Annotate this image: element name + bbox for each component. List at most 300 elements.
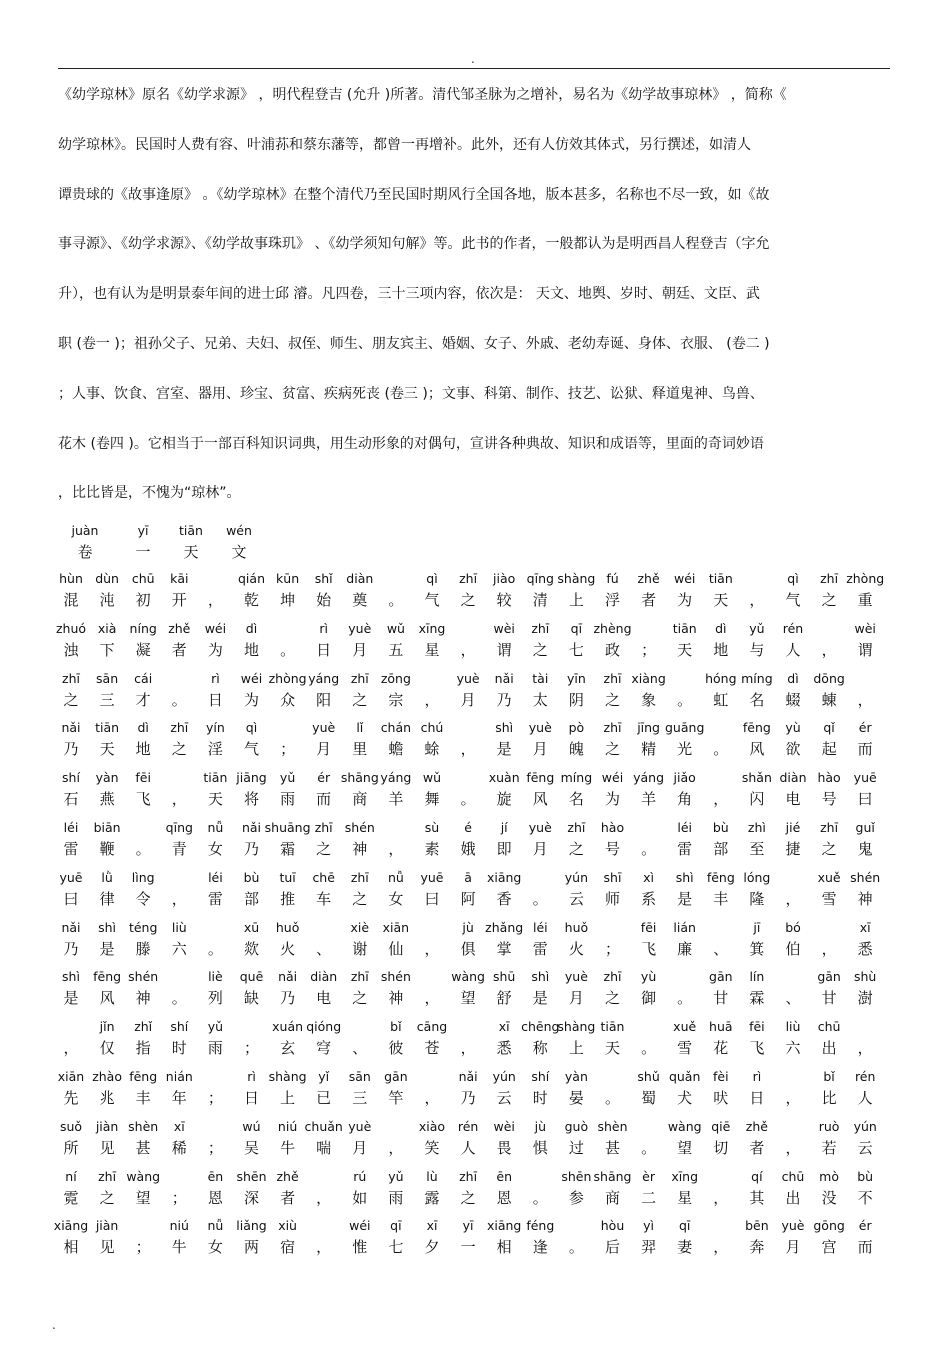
pinyin: nǎi xyxy=(494,670,514,686)
hanzi: 月 xyxy=(532,740,548,759)
hanzi: 上 xyxy=(568,1039,584,1058)
hanzi: 七 xyxy=(388,1238,404,1257)
pinyin: wèi xyxy=(493,620,515,636)
intro-line: 职 (卷一 )；祖孙父子、兄弟、夫妇、叔侄、师生、朋友宾主、婚姻、女子、外戚、老幼寿诞、身体、衣服、 (卷二 ) xyxy=(58,335,770,352)
pinyin: lǜ xyxy=(101,869,113,885)
hanzi: 妻 xyxy=(677,1238,693,1257)
hanzi: 风 xyxy=(749,740,765,759)
char-cell xyxy=(842,1018,888,1060)
hanzi: 稀 xyxy=(171,1138,187,1157)
pinyin: nǎi xyxy=(241,819,262,835)
hanzi: 车 xyxy=(316,889,332,908)
annotated-row xyxy=(53,1217,892,1267)
hanzi: 仅 xyxy=(99,1039,115,1058)
annotated-row xyxy=(62,769,892,819)
hanzi: 、 xyxy=(352,1039,368,1058)
hanzi: ， xyxy=(388,1138,404,1157)
hanzi: 。 xyxy=(532,889,548,908)
pinyin: shàng xyxy=(557,1019,596,1035)
hanzi: 一 xyxy=(135,543,151,561)
hanzi: ， xyxy=(460,640,476,659)
hanzi: ， xyxy=(424,939,440,958)
pinyin: yáng xyxy=(633,770,665,786)
pinyin: rì xyxy=(752,1068,762,1084)
pinyin: tiān xyxy=(600,1019,625,1035)
annotated-row xyxy=(62,919,892,969)
hanzi: 卷 xyxy=(77,543,93,561)
pinyin: guǐ xyxy=(855,819,875,835)
pinyin: xuàn xyxy=(488,770,520,786)
hanzi: 蝃 xyxy=(785,690,801,709)
char-cell xyxy=(842,1068,888,1110)
pinyin: zhuó xyxy=(55,620,87,636)
pinyin: xiù xyxy=(278,1218,297,1234)
hanzi: 日 xyxy=(243,1088,259,1107)
pinyin: shì xyxy=(531,969,550,985)
hanzi: ， xyxy=(821,640,837,659)
hanzi: 深 xyxy=(243,1188,259,1207)
hanzi: 天 xyxy=(713,591,729,609)
hanzi: 曰 xyxy=(424,889,440,908)
hanzi: 众 xyxy=(280,690,296,709)
pinyin: léi xyxy=(677,819,692,835)
hanzi: 天 xyxy=(207,790,223,809)
hanzi: ； xyxy=(243,1039,259,1058)
hanzi: ， xyxy=(713,1188,729,1207)
pinyin: huā xyxy=(709,1019,733,1035)
pinyin: liù xyxy=(785,1019,801,1035)
hanzi: 。 xyxy=(677,690,693,709)
hanzi: 宗 xyxy=(388,690,404,709)
pinyin: léi xyxy=(63,819,79,835)
pinyin: wàng xyxy=(451,969,485,985)
hanzi: 霜 xyxy=(280,839,296,858)
pinyin: sù xyxy=(424,819,440,835)
hanzi: 令 xyxy=(135,889,151,908)
pinyin: kāi xyxy=(170,571,189,586)
hanzi: 犬 xyxy=(677,1088,693,1107)
hanzi: ， xyxy=(388,839,404,858)
pinyin: zhòng xyxy=(268,670,307,686)
pinyin: qī xyxy=(390,1218,402,1234)
pinyin: nǎi xyxy=(458,1068,478,1084)
hanzi: 地 xyxy=(713,640,729,659)
hanzi: 。 xyxy=(641,1039,657,1058)
hanzi: 。 xyxy=(641,839,657,858)
pinyin: shì xyxy=(98,919,117,935)
hanzi: 雪 xyxy=(821,889,837,908)
hanzi: 始 xyxy=(316,591,332,609)
hanzi: 下 xyxy=(99,640,115,659)
hanzi: 之 xyxy=(352,690,368,709)
intro-line: 事寻源》、《幼学求源》、《幼学故事珠玑》 、《幼学须知句解》等。此书的作者，一般都认为是明西昌人程登吉（字允 xyxy=(58,236,770,253)
hanzi: 光 xyxy=(677,740,693,759)
pinyin: jīng xyxy=(637,720,660,736)
hanzi: 月 xyxy=(568,989,584,1008)
pinyin: yīn xyxy=(566,670,586,686)
pinyin: huǒ xyxy=(275,919,300,935)
hanzi: 时 xyxy=(171,1039,187,1058)
hanzi: 乃 xyxy=(63,740,79,759)
hanzi: ， xyxy=(424,690,440,709)
pinyin: zhě xyxy=(168,620,191,636)
hanzi: 澍 xyxy=(857,989,873,1008)
pinyin: tài xyxy=(532,670,549,686)
hanzi: 吴 xyxy=(243,1138,259,1157)
hanzi: 较 xyxy=(496,591,512,609)
pinyin: zhī xyxy=(459,571,478,586)
char-cell xyxy=(842,1168,888,1210)
hanzi: 惧 xyxy=(532,1138,548,1157)
hanzi: 而 xyxy=(857,1238,873,1257)
hanzi: 师 xyxy=(604,889,620,908)
pinyin: yuè xyxy=(528,819,552,835)
hanzi: 闪 xyxy=(749,790,765,809)
pinyin: chū xyxy=(131,571,155,586)
pinyin: dōng xyxy=(813,670,845,686)
pinyin: yuē xyxy=(420,869,444,885)
hanzi: 星 xyxy=(677,1188,693,1207)
hanzi: 惟 xyxy=(352,1238,368,1257)
pinyin: xiāng xyxy=(53,1218,89,1234)
pinyin: shén xyxy=(344,819,375,835)
hanzi: 列 xyxy=(207,989,223,1008)
annotated-row xyxy=(59,1118,892,1168)
hanzi: 丰 xyxy=(135,1088,151,1107)
hanzi: 虹 xyxy=(713,690,729,709)
hanzi: 凝 xyxy=(135,640,151,659)
hanzi: 月 xyxy=(785,1238,801,1257)
pinyin: tiān xyxy=(95,720,120,736)
pinyin: ēn xyxy=(496,1168,512,1184)
hanzi: 地 xyxy=(243,640,259,659)
hanzi: 羊 xyxy=(388,790,404,809)
pinyin: ēn xyxy=(207,1168,224,1184)
pinyin: bēn xyxy=(745,1218,769,1234)
char-cell xyxy=(842,1217,888,1259)
hanzi: 伯 xyxy=(785,939,801,958)
pinyin: yuē xyxy=(853,770,877,786)
hanzi: 月 xyxy=(532,839,548,858)
pinyin: fēng xyxy=(706,869,735,885)
hanzi: 御 xyxy=(641,989,657,1008)
char-cell xyxy=(842,719,888,761)
pinyin: lín xyxy=(749,969,765,985)
hanzi: 气 xyxy=(785,591,801,609)
hanzi: 月 xyxy=(460,690,476,709)
pinyin: gān xyxy=(817,969,841,985)
hanzi: 三 xyxy=(352,1088,368,1107)
pinyin: chē xyxy=(312,869,335,885)
hanzi: 丰 xyxy=(713,889,729,908)
pinyin: zhě xyxy=(637,571,660,586)
pinyin: níng xyxy=(129,620,157,636)
pinyin: léi xyxy=(208,869,223,885)
pinyin: fēi xyxy=(640,919,657,935)
hanzi: 号 xyxy=(821,790,837,809)
hanzi: 谓 xyxy=(496,640,512,659)
hanzi: ， xyxy=(460,740,476,759)
hanzi: 火 xyxy=(568,939,584,958)
hanzi: 鬼 xyxy=(857,839,873,858)
pinyin: ér xyxy=(317,770,331,786)
hanzi: 。 xyxy=(641,1138,657,1157)
pinyin: gōng xyxy=(813,1218,845,1234)
pinyin: liǎng xyxy=(236,1218,267,1234)
pinyin: hùn xyxy=(59,571,83,586)
hanzi: 云 xyxy=(857,1138,873,1157)
hanzi: 之 xyxy=(63,690,79,709)
pinyin: nǚ xyxy=(207,819,224,835)
pinyin: guāng xyxy=(665,720,705,736)
hanzi: 重 xyxy=(857,591,873,609)
hanzi: 羊 xyxy=(641,790,657,809)
hanzi: 之 xyxy=(532,640,548,659)
pinyin: tiān xyxy=(672,620,697,636)
hanzi: 二 xyxy=(641,1188,657,1207)
hanzi: ， xyxy=(785,1138,801,1157)
pinyin: cái xyxy=(134,670,153,686)
pinyin: qióng xyxy=(306,1019,342,1035)
intro-paragraph xyxy=(58,85,890,533)
hanzi: 精 xyxy=(641,740,657,759)
hanzi: 望 xyxy=(677,1138,693,1157)
hanzi: 吠 xyxy=(713,1088,729,1107)
hanzi: 与 xyxy=(749,640,765,659)
annotated-row xyxy=(57,1068,892,1118)
pinyin: qián xyxy=(238,571,265,586)
hanzi: 乃 xyxy=(243,839,259,858)
pinyin: sān xyxy=(348,1068,371,1084)
hanzi: 曰 xyxy=(857,790,873,809)
pinyin: xuě xyxy=(817,869,841,885)
title-char xyxy=(209,522,269,564)
hanzi: 相 xyxy=(63,1238,79,1257)
pinyin: xuán xyxy=(272,1019,304,1035)
pinyin: liù xyxy=(171,919,187,935)
annotated-text xyxy=(53,522,892,1267)
pinyin: shāng xyxy=(593,1168,632,1184)
pinyin: zhī xyxy=(603,720,622,736)
hanzi: 。 xyxy=(280,640,296,659)
hanzi: 天 xyxy=(604,1039,620,1058)
pinyin: chuǎn xyxy=(304,1118,343,1134)
hanzi: 若 xyxy=(821,1138,837,1157)
hanzi: 沌 xyxy=(99,591,115,609)
hanzi: 宫 xyxy=(821,1238,837,1257)
hanzi: 而 xyxy=(857,740,873,759)
hanzi: 飞 xyxy=(749,1039,765,1058)
pinyin: chū xyxy=(817,1019,841,1035)
hanzi: 名 xyxy=(568,790,584,809)
pinyin: shǐ xyxy=(314,571,333,586)
pinyin: jié xyxy=(785,819,801,835)
hanzi: 。 xyxy=(171,690,187,709)
hanzi: 天 xyxy=(677,640,693,659)
hanzi: 奔 xyxy=(749,1238,765,1257)
hanzi: 恩 xyxy=(496,1188,512,1207)
pinyin: zhì xyxy=(747,819,766,835)
pinyin: zhě xyxy=(276,1168,299,1184)
intro-line: ，比比皆是，不愧为“琼林”。 xyxy=(58,485,241,502)
hanzi: 俱 xyxy=(460,939,476,958)
pinyin: wéi xyxy=(349,1218,371,1234)
pinyin: shuāng xyxy=(264,819,311,835)
pinyin xyxy=(842,670,888,688)
pinyin: nǎi xyxy=(61,919,81,935)
pinyin: zōng xyxy=(380,670,411,686)
hanzi: 切 xyxy=(713,1138,729,1157)
pinyin: rén xyxy=(782,620,804,636)
hanzi: 阴 xyxy=(568,690,584,709)
hanzi: 为 xyxy=(677,591,693,609)
pinyin: liè xyxy=(208,969,223,985)
hanzi: 天 xyxy=(183,543,199,561)
hanzi: ， xyxy=(316,1238,332,1257)
pinyin: shī xyxy=(603,869,622,885)
pinyin: quǎn xyxy=(668,1068,701,1084)
pinyin xyxy=(842,1018,888,1036)
hanzi: 淫 xyxy=(207,740,223,759)
pinyin: lù xyxy=(426,1168,438,1184)
hanzi: ； xyxy=(135,1238,151,1257)
pinyin: xī xyxy=(426,1218,438,1234)
pinyin: zhī xyxy=(350,670,369,686)
hanzi: 开 xyxy=(171,591,187,609)
char-cell xyxy=(842,670,888,712)
pinyin: qīng xyxy=(526,571,554,586)
pinyin: fēng xyxy=(129,1068,158,1084)
hanzi: ； xyxy=(207,1088,223,1107)
hanzi: 律 xyxy=(99,889,115,908)
hanzi: 浮 xyxy=(604,591,620,609)
pinyin: yù xyxy=(640,969,657,985)
hanzi: 、 xyxy=(785,989,801,1008)
pinyin: qì xyxy=(787,571,799,586)
pinyin: xī xyxy=(173,1118,185,1134)
pinyin: yuè xyxy=(312,720,336,736)
intro-line: 幼学琼林》。民国时人费有容、叶浦荪和蔡东藩等，都曾一再增补。此外，还有人仿效其体式，另行撰述，如清人 xyxy=(58,136,751,153)
pinyin: diàn xyxy=(310,969,338,985)
hanzi: 者 xyxy=(171,640,187,659)
pinyin: sān xyxy=(96,670,119,686)
pinyin: tiān xyxy=(708,571,733,586)
annotated-row xyxy=(59,869,892,919)
hanzi: 天 xyxy=(99,740,115,759)
char-cell xyxy=(842,919,888,961)
hanzi: ， xyxy=(821,939,837,958)
hanzi: ， xyxy=(785,889,801,908)
pinyin: zhòng xyxy=(846,571,885,586)
hanzi: 后 xyxy=(604,1238,620,1257)
pinyin: gān xyxy=(709,969,733,985)
hanzi: 雷 xyxy=(677,839,693,858)
hanzi: 。 xyxy=(568,1238,584,1257)
pinyin: yù xyxy=(785,720,801,736)
hanzi: 神 xyxy=(135,989,151,1008)
pinyin: bù xyxy=(857,1168,874,1184)
pinyin: fēi xyxy=(135,770,151,786)
pinyin: xiān xyxy=(57,1068,85,1084)
hanzi: 将 xyxy=(243,790,259,809)
hanzi: 竿 xyxy=(388,1088,404,1107)
hanzi: 号 xyxy=(604,839,620,858)
hanzi: 雨 xyxy=(388,1188,404,1207)
hanzi: 悉 xyxy=(857,939,873,958)
hanzi: 飞 xyxy=(641,939,657,958)
hanzi: 晏 xyxy=(568,1088,584,1107)
pinyin: qiē xyxy=(711,1118,731,1134)
hanzi: ， xyxy=(316,1188,332,1207)
hanzi: 、 xyxy=(713,939,729,958)
hanzi: 、 xyxy=(316,939,332,958)
hanzi: 之 xyxy=(460,1188,476,1207)
pinyin: shù xyxy=(854,969,877,985)
pinyin: wéi xyxy=(240,670,263,686)
pinyin: xiāng xyxy=(486,1218,522,1234)
pinyin: zhī xyxy=(459,1168,478,1184)
pinyin: zhī xyxy=(603,969,622,985)
pinyin: dì xyxy=(715,620,727,636)
pinyin: huǒ xyxy=(564,919,589,935)
pinyin: shàng xyxy=(268,1068,307,1084)
hanzi: 是 xyxy=(63,989,79,1008)
title-char xyxy=(55,522,115,564)
hanzi: 蝀 xyxy=(821,690,837,709)
pinyin: shū xyxy=(493,969,516,985)
pinyin: yáng xyxy=(380,770,412,786)
pinyin: dì xyxy=(245,620,258,636)
pinyin: jiǎo xyxy=(673,770,696,786)
hanzi: 云 xyxy=(568,889,584,908)
hanzi: 雷 xyxy=(207,889,223,908)
pinyin: zhī xyxy=(820,571,839,586)
hanzi: 混 xyxy=(63,591,79,609)
pinyin: shēn xyxy=(236,1168,267,1184)
pinyin: nǚ xyxy=(387,869,404,885)
pinyin: shén xyxy=(128,969,159,985)
hanzi: 牛 xyxy=(171,1238,187,1257)
hanzi: 石 xyxy=(63,790,79,809)
pinyin: xīng xyxy=(671,1168,699,1184)
pinyin: zhī xyxy=(350,869,369,885)
hanzi: 时 xyxy=(532,1088,548,1107)
hanzi: 乃 xyxy=(460,1088,476,1107)
pinyin: fèi xyxy=(713,1068,729,1084)
hanzi: 清 xyxy=(532,591,548,609)
pinyin: wàng xyxy=(667,1118,702,1134)
pinyin: shì xyxy=(675,869,694,885)
hanzi: 出 xyxy=(821,1039,837,1058)
hanzi: 旋 xyxy=(496,790,512,809)
hanzi: 七 xyxy=(568,640,584,659)
hanzi: 月 xyxy=(352,640,368,659)
hanzi: 欻 xyxy=(243,939,259,958)
pinyin: rì xyxy=(319,620,328,636)
hanzi: 神 xyxy=(388,989,404,1008)
hanzi: 神 xyxy=(857,889,873,908)
hanzi: 。 xyxy=(532,1188,548,1207)
hanzi: 是 xyxy=(677,889,693,908)
pinyin: yǔ xyxy=(749,620,765,636)
hanzi: 坤 xyxy=(280,591,296,609)
pinyin: yuè xyxy=(348,620,372,636)
hanzi: 娥 xyxy=(460,839,476,858)
hanzi: 甚 xyxy=(604,1138,620,1157)
annotated-row xyxy=(55,620,892,670)
pinyin: tiān xyxy=(203,770,228,786)
hanzi: ； xyxy=(207,1138,223,1157)
